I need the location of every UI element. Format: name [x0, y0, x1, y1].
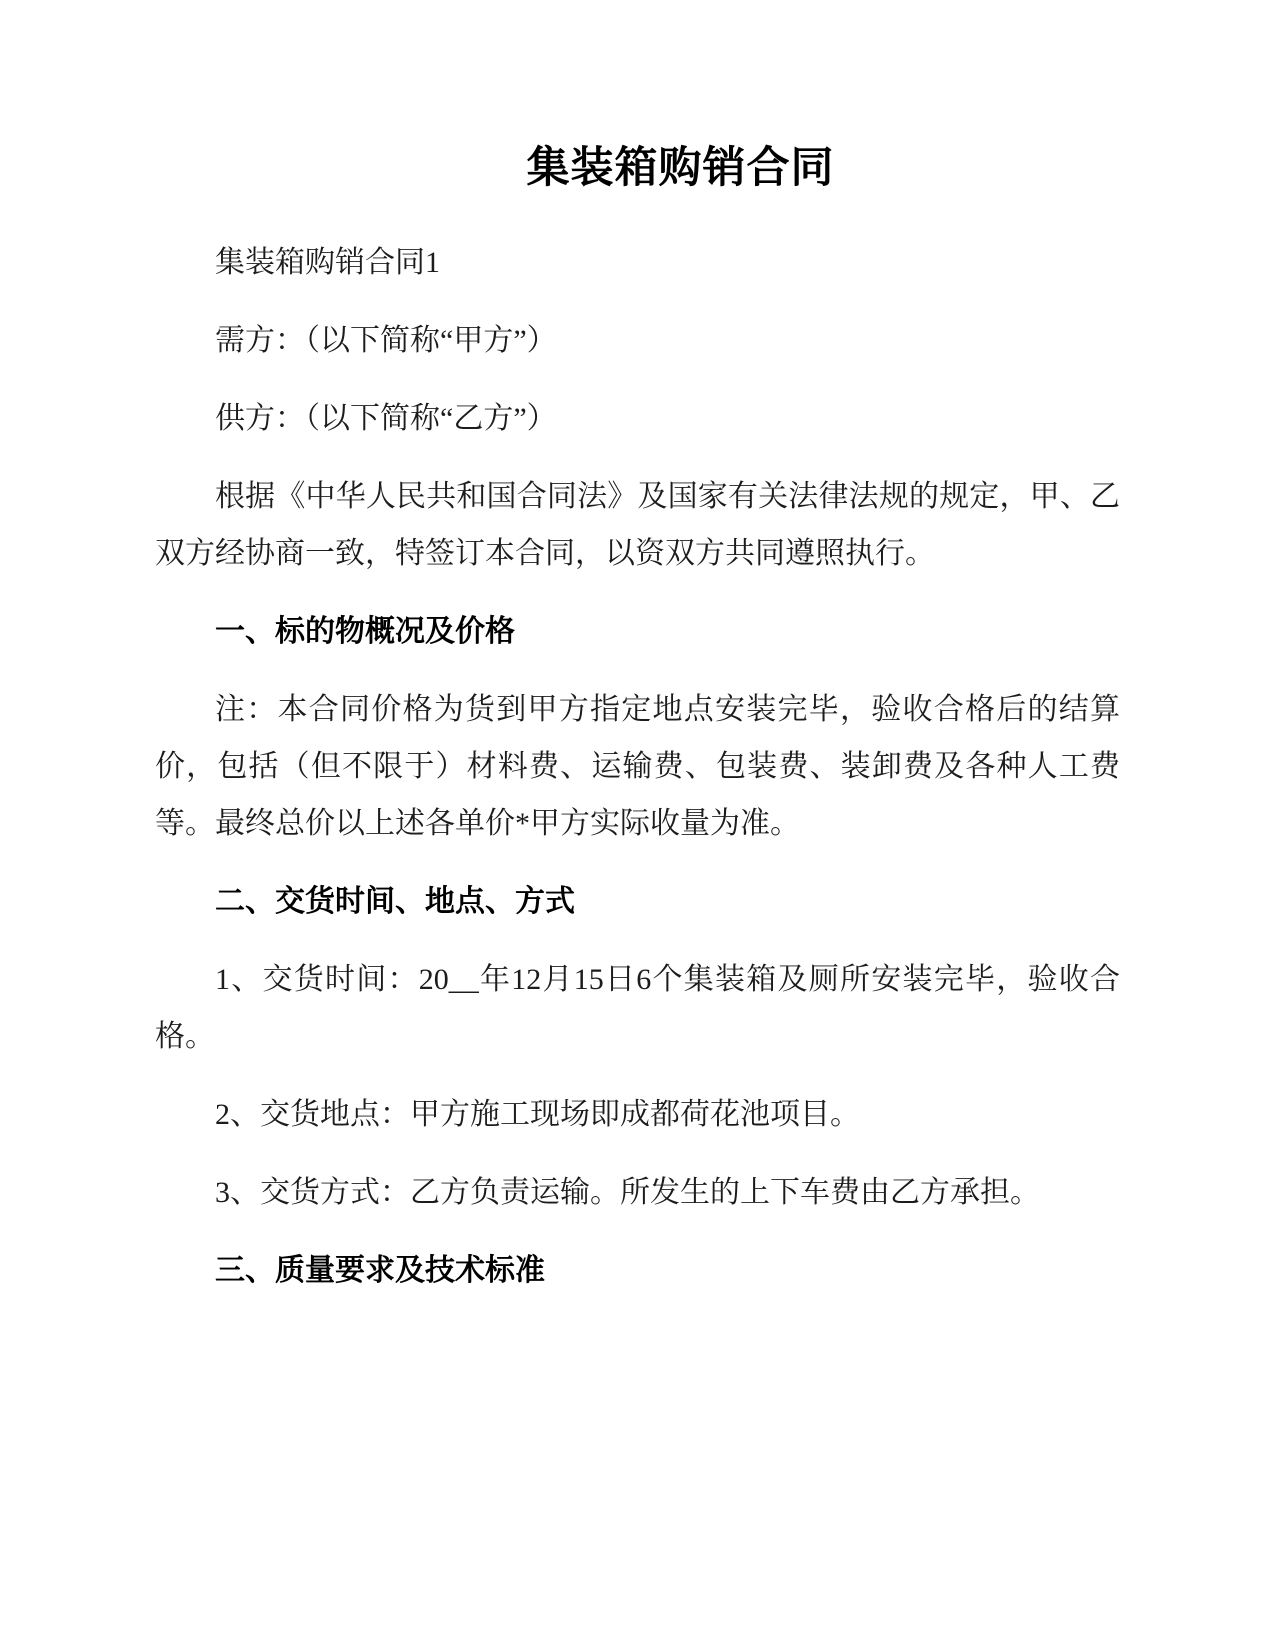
heading-section-2-delivery: 二、交货时间、地点、方式	[215, 885, 575, 918]
document-title: 集装箱购销合同	[526, 144, 835, 192]
paragraph-supplier-line: 供方：（以下简称“乙方”）	[215, 402, 557, 435]
paragraph-delivery-method: 3、交货方式：乙方负责运输。所发生的上下车费由乙方承担。	[215, 1176, 1040, 1209]
paragraph-preamble: 根据《中华人民共和国合同法》及国家有关法律法规的规定，甲、乙双方经协商一致，特签订本合同，以资双方共同遵照执行。	[155, 480, 1120, 570]
paragraph-contract-subtitle: 集装箱购销合同1	[215, 246, 440, 279]
heading-section-1-subject-and-price: 一、标的物概况及价格	[215, 615, 515, 648]
paragraph-buyer-line: 需方：（以下简称“甲方”）	[215, 324, 557, 357]
paragraph-delivery-time: 1、交货时间：20__年12月15日6个集装箱及厕所安装完毕，验收合格。	[155, 963, 1120, 1053]
paragraph-price-note: 注：本合同价格为货到甲方指定地点安装完毕，验收合格后的结算价，包括（但不限于）材料费、运输费、包装费、装卸费及各种人工费等。最终总价以上述各单价*甲方实际收量为准。	[155, 693, 1120, 840]
paragraph-delivery-place: 2、交货地点：甲方施工现场即成都荷花池项目。	[215, 1098, 860, 1131]
heading-section-3-quality: 三、质量要求及技术标准	[215, 1254, 545, 1287]
